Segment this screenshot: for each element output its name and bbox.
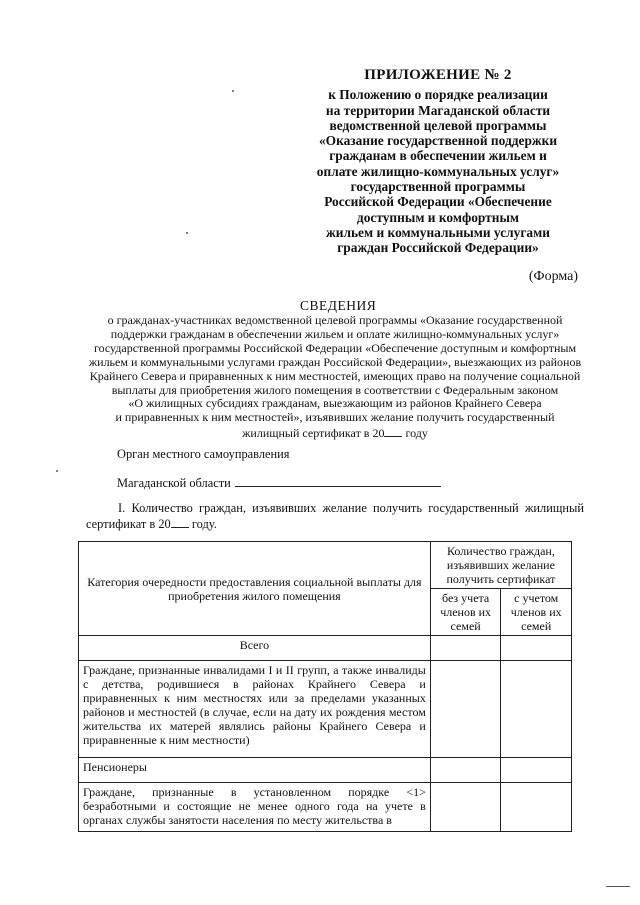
scan-speck — [606, 886, 630, 887]
intro-line: выплаты для приобретения жилого помещения в соответствии с Федеральным законом — [111, 382, 559, 397]
row-cell — [501, 636, 572, 661]
citizens-table — [78, 541, 572, 832]
document-heading: СВЕДЕНИЯ — [300, 298, 377, 313]
appendix-line: гражданам в обеспечении жильем и — [329, 148, 547, 164]
appendix-line: жильем и коммунальными услугами — [326, 224, 550, 240]
appendix-line: доступным и комфортным — [356, 209, 520, 225]
row-cell — [430, 783, 501, 832]
appendix-line: на территории Магаданской области — [325, 102, 551, 118]
intro-last-pre: жилищный сертификат в 20 — [242, 426, 385, 441]
appendix-line: ведомственной целевой программы — [329, 117, 547, 133]
appendix-line: государственной программы — [350, 179, 526, 195]
form-label: (Форма) — [528, 269, 578, 284]
table-row — [79, 661, 572, 758]
intro-line: «О жилищных субсидиях гражданам, выезжающим из районов Крайнего Севера — [128, 396, 542, 411]
header-count: Количество граждан, изъявивших желание получить сертификат — [430, 542, 571, 589]
region-underline-field — [235, 474, 441, 487]
organ-label: Орган местного самоуправления — [117, 447, 290, 461]
appendix-line: оплате жилищно-коммунальных услуг» — [316, 163, 560, 179]
intro-line: о гражданах-участниках ведомственной целевой программы «Оказание государственной — [107, 313, 563, 327]
appendix-line: граждан Российской Федерации» — [337, 240, 539, 256]
table-row — [79, 783, 572, 832]
table-row — [79, 636, 572, 661]
region-label: Магаданской области — [117, 476, 231, 490]
intro-text — [86, 314, 584, 441]
scan-speck — [232, 90, 234, 92]
scan-speck — [186, 232, 188, 234]
table-row — [79, 758, 572, 783]
year-blank — [171, 516, 189, 528]
table-header-row — [79, 542, 572, 589]
section-1-paragraph — [86, 501, 584, 532]
header-without-family: без учета членов их семей — [430, 589, 501, 636]
row-category: Граждане, признанные инвалидами I и II групп, а также инвалиды с детства, родившиеся в районах Крайнего Севера и приравненных к ним местностях или за пределами указанных районов и местностей (в случае, если на дату их рождения местом жительства их матерей являлись районы Крайнего Севера и приравненные к ним местности) — [79, 661, 431, 758]
intro-line — [86, 425, 584, 441]
intro-last-post: году — [405, 426, 428, 441]
header-category: Категория очередности предоставления социальной выплаты для приобретения жилого помещения — [79, 542, 431, 636]
row-cell — [501, 661, 572, 758]
year-blank — [384, 425, 402, 437]
scan-speck — [56, 470, 58, 472]
intro-line: государственной программы Российской Федерации «Обеспечение доступным и комфортным — [93, 340, 577, 355]
intro-line: жильем и коммунальными услугами граждан Российской Федерации», выезжающих из районов — [88, 354, 582, 369]
appendix-line: Российской Федерации «Обеспечение — [324, 194, 552, 210]
appendix-line: «Оказание государственной поддержки — [318, 133, 558, 149]
row-cell — [501, 783, 572, 832]
appendix-line: к Положению о порядке реализации — [328, 87, 548, 103]
row-category: Граждане, признанные в установленном порядке <1> безработными и состоящие не менее одного года на учете в органах службы занятости населения по месту жительства в — [79, 783, 431, 832]
row-cell — [430, 636, 501, 661]
appendix-title: ПРИЛОЖЕНИЕ № 2 — [364, 67, 512, 83]
row-category: Пенсионеры — [79, 758, 431, 783]
intro-line: поддержки гражданам в обеспечении жильем и оплате жилищно-коммунальных услуг» — [110, 326, 560, 341]
row-cell — [430, 758, 501, 783]
region-line — [117, 474, 441, 491]
header-with-family: с учетом членов их семей — [501, 589, 572, 636]
appendix-header — [296, 68, 580, 256]
row-cell — [501, 758, 572, 783]
section-1-pre: I. Количество граждан, изъявивших желание получить государственный жилищный сертификат в 20 — [86, 501, 584, 531]
intro-line: и приравненных к ним местностей», изъявивших желание получить государственный — [115, 410, 555, 425]
intro-line: Крайнего Севера и приравненных к ним местностей, имеющих право на получение социальной — [89, 368, 581, 383]
row-category: Всего — [79, 636, 431, 661]
section-1-post: году. — [191, 517, 217, 531]
row-cell — [430, 661, 501, 758]
